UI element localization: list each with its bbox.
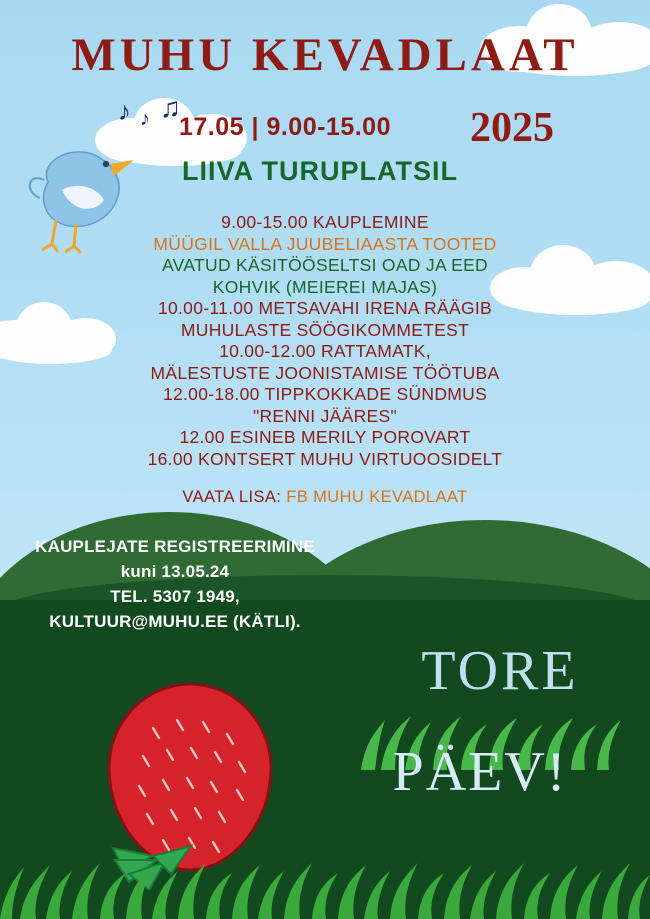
facebook-link[interactable]: FB MUHU KEVADLAAT [286, 488, 468, 506]
event-location: LIIVA TURUPLATSIL [182, 156, 458, 186]
registration-line: TEL. 5307 1949, [110, 587, 240, 606]
music-note-icon: ♫ [160, 92, 181, 123]
registration-line: kuni 13.05.24 [120, 562, 230, 581]
program-item: MUHULASTE SÖÖGIKOMMETEST [180, 319, 470, 340]
program-item: MÄLESTUSTE JOONISTAMISE TÖÖTUBA [150, 362, 500, 383]
slogan-line-1: TORE [421, 640, 579, 702]
program-item: 9.00-15.00 KAUPLEMINE [221, 212, 429, 232]
event-datetime: 17.05 | 9.00-15.00 [179, 113, 391, 141]
program-list [75, 212, 575, 470]
music-note-icon: ♪ [118, 96, 131, 126]
program-item: 16.00 KONTSERT MUHU VIRTUOOSIDELT [147, 448, 503, 469]
program-item: 12.00 ESINEB MERILY POROVART [179, 427, 471, 447]
music-note-icon: ♪ [140, 108, 150, 130]
more-info [75, 488, 575, 507]
program-item: 12.00-18.00 TIPPKOKKADE SÜNDMUS [162, 384, 488, 404]
registration-line: KAUPLEJATE REGISTREERIMINE [35, 537, 315, 556]
page-title: MUHU KEVADLAAT [71, 29, 579, 81]
program-item: 10.00-11.00 METSAVAHI IRENA RÄÄGIB [157, 298, 493, 318]
registration-block [10, 534, 340, 634]
program-item: MÜÜGIL VALLA JUUBELIAASTA TOOTED [153, 233, 497, 254]
program-item: AVATUD KÄSITÖÖSELTSI OAD JA EED [162, 255, 488, 275]
program-item: 10.00-12.00 RATTAMATK, [219, 341, 431, 361]
more-info-label: VAATA LISA: [182, 488, 287, 506]
event-year: 2025 [470, 105, 554, 151]
slogan-line-2: PÄEV! [392, 741, 568, 803]
registration-line: KULTUUR@MUHU.EE (KÄTLI). [49, 612, 301, 631]
program-item: "RENNI JÄÄRES" [252, 405, 397, 426]
grass-icon [0, 849, 650, 919]
program-item: KOHVIK (MEIEREI MAJAS) [212, 276, 438, 297]
